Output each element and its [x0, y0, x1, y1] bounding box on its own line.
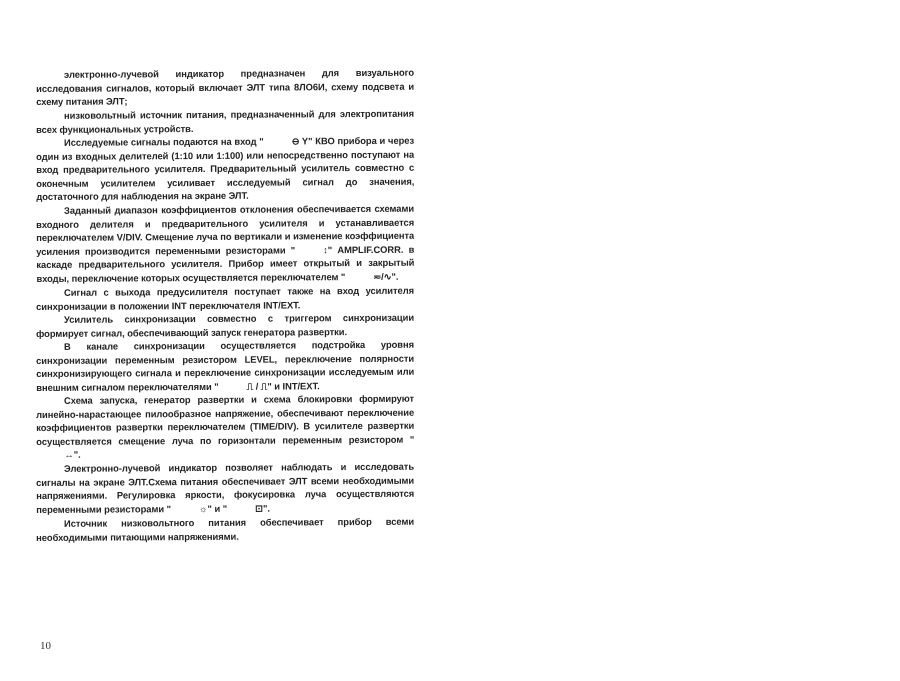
paragraph-9-text-a: Электронно-лучевой индикатор позволяет наблюдать и исследовать сигналы на экране ЭЛТ.Схема питания обеспечивает ЭЛТ всеми необходимыми напряжениями. Регулировка яркости, фокусировка луча осуществляются переменными резисторами ": [36, 460, 415, 515]
paragraph-9: [36, 460, 414, 517]
paragraph-7: [36, 338, 414, 395]
input-y-symbol: ⊖ Y: [291, 135, 309, 147]
paragraph-9-text-b: " и ": [207, 502, 228, 514]
paragraph-10: Источник низковольтного питания обеспечивает прибор всеми необходимыми питающими напряжениями.: [36, 515, 415, 543]
brightness-symbol: ☼: [198, 502, 208, 515]
paragraph-5: Сигнал с выхода предусилителя поступает также на вход усилителя синхронизации в положении INT переключателя INT/EXT.: [36, 284, 415, 312]
paragraph-8-text-b: ".: [73, 449, 81, 461]
paragraph-7-text-a: В канале синхронизации осуществляется подстройка уровня синхронизации переменным резистором LEVEL, переключение полярности синхронизирующего сигнала и переключение синхронизации исследуемым или внешним сигналом переключателями ": [36, 338, 415, 393]
paragraph-9-text-c: ".: [262, 502, 270, 514]
focus-symbol: ⊡: [255, 502, 263, 514]
paragraph-6: Усилитель синхронизации совместно с триггером синхронизации формирует сигнал, обеспечивающий запуск генератора развертки.: [36, 311, 415, 339]
paragraph-8-text-a: Схема запуска, генератор развертки и схема блокировки формируют линейно-нарастающее пилообразное напряжение, обеспечивают переключение коэффициентов развертки переключателем (TIME/DIV). В усилителе развертки осуществляется смещение луча по горизонтали переменным резистором ": [36, 392, 415, 448]
body-text: [36, 68, 414, 544]
paragraph-4-text-c: ".: [391, 270, 399, 282]
paragraph-4-text-a: Заданный диапазон коэффициентов отклонения обеспечивается схемами входного делителя и предварительного усилителя и устанавливается переключателем V/DIV. Смещение луча по вертикали и изменение коэффициента усиления производится переменными резисторами ": [36, 202, 415, 257]
paragraph-1: электронно-лучевой индикатор предназначен для визуального исследования сигналов, который включает ЭЛТ типа 8ЛО6И, схему подсвета и схему питания ЭЛТ;: [36, 66, 415, 108]
polarity-symbol: ⎍ / ⎍: [246, 380, 268, 392]
horizontal-shift-symbol: ↔: [64, 449, 74, 461]
paragraph-2: низковольтный источник питания, предназначенный для электропитания всех функциональных устройств.: [36, 107, 415, 135]
paragraph-3: [36, 134, 414, 204]
paragraph-4-text-b: " AMPLIF.CORR. в каскаде предварительного усилителя. Прибор имеет открытый и закрытый входы, переключение которых осуществляется переключателем ": [36, 243, 415, 284]
page-number: 10: [40, 640, 51, 652]
paragraph-3-text-a: Исследуемые сигналы подаются на вход ": [64, 135, 264, 148]
paragraph-8: [36, 392, 414, 462]
paragraph-4: [36, 202, 414, 286]
paragraph-7-text-b: " и INT/EXT.: [267, 379, 320, 392]
paragraph-3-text-b: " КВО прибора и через один из входных делителей (1:10 или 1:100) или непосредственно поступают на вход предварительного усилителя. Предварительный усилитель совместно с оконечным усилителем усиливает исследуемый сигнал до значения, достаточного для наблюдения на экране ЭЛТ.: [36, 134, 415, 203]
vertical-shift-symbol: ↕: [323, 243, 328, 255]
ac-dc-symbol: ≂/∿: [373, 270, 392, 282]
